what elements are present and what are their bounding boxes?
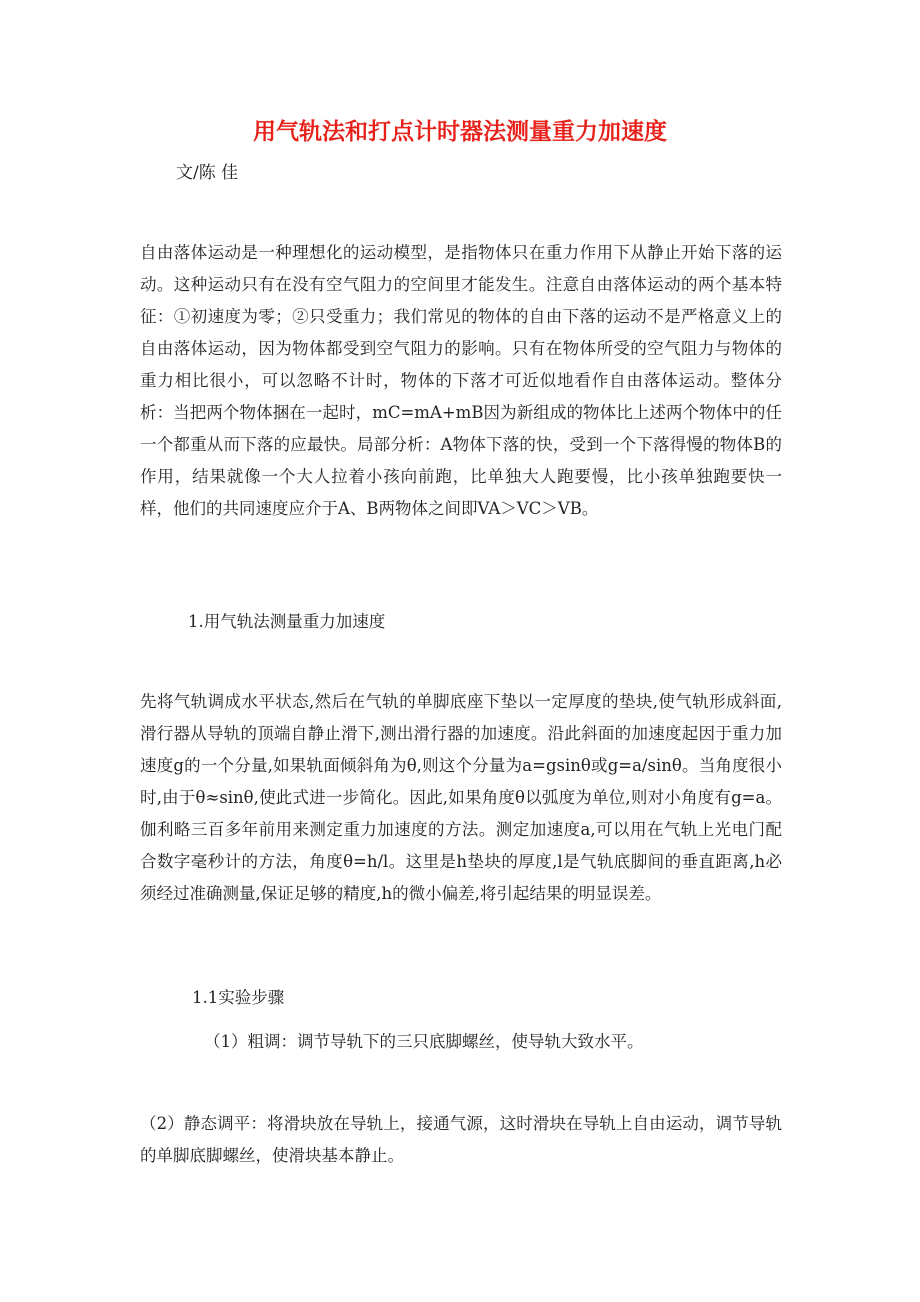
section-1-1-heading: 1.1实验步骤 <box>192 988 285 1007</box>
intro-paragraph: 自由落体运动是一种理想化的运动模型，是指物体只在重力作用下从静止开始下落的运动。这种运动只有在没有空气阻力的空间里才能发生。注意自由落体运动的两个基本特征：①初速度为零；②只受重力；我们常见的物体的自由下落的运动不是严格意义上的自由落体运动，因为物体都受到空气阻力的影响。只有在物体所受的空气阻力与物体的重力相比很小，可以忽略不计时，物体的下落才可近似地看作自由落体运动。整体分析：当把两个物体捆在一起时，mC=mA+mB因为新组成的物体比上述两个物体中的任一个都重从而下落的应最快。局部分析：A物体下落的快，受到一个下落得慢的物体B的作用，结果就像一个大人拉着小孩向前跑，比单独大人跑要慢，比小孩单独跑要快一样，他们的共同速度应介于A、B两物体之间即VA＞VC＞VB。 <box>140 243 782 518</box>
section-1-heading: 1.用气轨法测量重力加速度 <box>188 612 386 631</box>
article-title: 用气轨法和打点计时器法测量重力加速度 <box>253 119 667 145</box>
section-1-paragraph: 先将气轨调成水平状态,然后在气轨的单脚底座下垫以一定厚度的垫块,使气轨形成斜面,滑行器从导轨的顶端自静止滑下,测出滑行器的加速度。沿此斜面的加速度起因于重力加速度g的一个分量,如果轨面倾斜角为θ,则这个分量为a=gsinθ或g=a/sinθ。当角度很小时,由于θ≈sinθ,使此式进一步简化。因此,如果角度θ以弧度为单位,则对小角度有g=a。伽利略三百多年前用来测定重力加速度的方法。测定加速度a,可以用在气轨上光电门配合数字毫秒计的方法，角度θ=h/l。这里是h垫块的厚度,l是气轨底脚间的垂直距离,h必须经过准确测量,保证足够的精度,h的微小偏差,将引起结果的明显误差。 <box>140 692 782 903</box>
step-2-paragraph: （2）静态调平：将滑块放在导轨上，接通气源，这时滑块在导轨上自由运动，调节导轨的单脚底脚螺丝，使滑块基本静止。 <box>140 1114 782 1165</box>
step-1-paragraph: （1）粗调：调节导轨下的三只底脚螺丝，使导轨大致水平。 <box>204 1032 644 1051</box>
article-author: 文/陈 佳 <box>176 163 239 183</box>
